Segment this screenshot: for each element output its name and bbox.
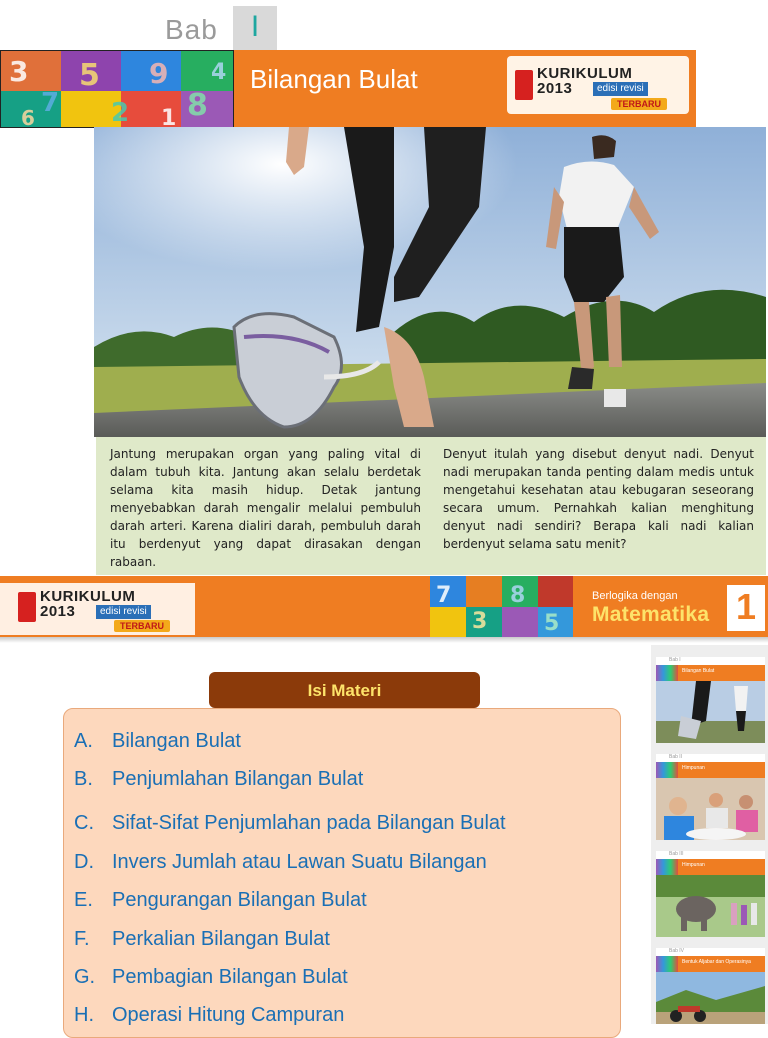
toc-item-letter: F. xyxy=(74,928,90,950)
page-thumbnail[interactable] xyxy=(656,948,765,1024)
logo-terbaru: TERBARU xyxy=(114,620,170,632)
logo-line1: KURIKULUM xyxy=(537,65,633,82)
svg-text:5: 5 xyxy=(79,58,100,93)
toc-item[interactable] xyxy=(74,966,348,989)
logo-line2: 2013 xyxy=(40,603,76,620)
svg-text:7: 7 xyxy=(41,88,60,118)
strip-shadow xyxy=(0,637,768,643)
svg-text:2: 2 xyxy=(111,98,130,128)
thumbnail-image xyxy=(656,875,765,937)
svg-text:7: 7 xyxy=(436,583,452,608)
thumbnail-bab: Bab III xyxy=(669,851,684,857)
chapter-title: Bilangan Bulat xyxy=(250,64,418,94)
intro-paragraph-1: Jantung merupakan organ yang paling vital di dalam tubuh kita. Jantung akan selalu berdetak selama kita masih hidup. Detak jantung menyebabkan darah mengalir melalui pembuluh darah arteri. Karena dialiri darah, pembuluh darah itu berdenyut yang dapat dirasakan dengan rabaan. xyxy=(110,447,421,569)
logo-terbaru: TERBARU xyxy=(611,98,667,110)
thumbnail-mosaic xyxy=(656,665,678,681)
bab-number: I xyxy=(250,10,260,43)
bab-label: Bab xyxy=(165,14,218,45)
volume-number: 1 xyxy=(735,586,757,627)
svg-text:3: 3 xyxy=(9,55,29,88)
page-thumbnail[interactable] xyxy=(656,851,765,937)
toc-item-label: Pembagian Bilangan Bulat xyxy=(112,966,348,988)
book-subtitle: Berlogika dengan xyxy=(592,590,678,602)
svg-text:5: 5 xyxy=(544,611,560,636)
svg-text:8: 8 xyxy=(510,583,526,608)
toc-item-letter: G. xyxy=(74,966,96,988)
toc-item[interactable] xyxy=(74,768,363,791)
thumbnail-mosaic xyxy=(656,956,678,972)
toc-item-label: Penjumlahan Bilangan Bulat xyxy=(112,768,364,790)
thumbnail-label: Himpunan xyxy=(682,765,705,771)
thumbnail-mosaic xyxy=(656,762,678,778)
page-thumbnail[interactable] xyxy=(656,754,765,840)
toc-item-letter: B. xyxy=(74,768,93,790)
toc-item-label: Pengurangan Bilangan Bulat xyxy=(112,889,367,911)
toc-item-label: Operasi Hitung Campuran xyxy=(112,1004,345,1026)
thumbnail-bab: Bab II xyxy=(669,754,683,760)
book-title: Matematika xyxy=(592,603,710,626)
thumbnail-image xyxy=(656,778,765,840)
logo-line1: KURIKULUM xyxy=(40,588,136,605)
thumbnail-image xyxy=(656,972,765,1024)
svg-text:1: 1 xyxy=(161,106,177,128)
svg-text:8: 8 xyxy=(187,88,208,123)
logo-edisi: edisi revisi xyxy=(593,82,648,96)
svg-text:9: 9 xyxy=(149,57,169,90)
toc-title: Isi Materi xyxy=(307,681,382,700)
thumbnail-bab: Bab IV xyxy=(669,948,685,954)
toc-item-letter: H. xyxy=(74,1004,94,1026)
kurikulum-logo xyxy=(507,56,689,114)
kurikulum-logo-bottom xyxy=(10,584,192,634)
book-icon xyxy=(515,70,533,100)
toc-item[interactable] xyxy=(74,889,367,912)
toc-item-letter: A. xyxy=(74,730,93,752)
thumbnail-label: Himpunan xyxy=(682,862,705,868)
toc-item[interactable] xyxy=(74,730,241,753)
toc-item-label: Perkalian Bilangan Bulat xyxy=(112,928,330,950)
toc-item-label: Bilangan Bulat xyxy=(112,730,241,752)
book-icon xyxy=(18,592,36,622)
toc-item[interactable] xyxy=(74,928,330,951)
intro-paragraph-2: Denyut itulah yang disebut denyut nadi. Denyut nadi merupakan tanda penting dalam medis untuk mengetahui kesehatan atau kebugaran seseorang secara umum. Pernahkah kalian menghitung denyut nadi sendiri? Berapa kali nadi kalian berdenyut selama satu menit? xyxy=(443,447,754,551)
thumbnail-mosaic xyxy=(656,859,678,875)
number-mosaic-image xyxy=(0,50,234,128)
toc-item-letter: E. xyxy=(74,889,93,911)
toc-item-letter: D. xyxy=(74,851,94,873)
number-mosaic-image xyxy=(430,576,573,638)
thumbnail-label: Bentuk Aljabar dan Operasinya xyxy=(682,959,751,965)
toc-item[interactable] xyxy=(74,812,506,835)
svg-text:6: 6 xyxy=(21,106,35,128)
thumbnail-label: Bilangan Bulat xyxy=(682,668,715,674)
runners-photo xyxy=(94,127,766,437)
toc-item-label: Invers Jumlah atau Lawan Suatu Bilangan xyxy=(112,851,487,873)
svg-text:4: 4 xyxy=(211,60,227,85)
toc-item-letter: C. xyxy=(74,812,94,834)
toc-item[interactable] xyxy=(74,851,487,874)
toc-item-label: Sifat-Sifat Penjumlahan pada Bilangan Bulat xyxy=(112,812,506,834)
thumbnail-image xyxy=(656,681,765,743)
svg-text:3: 3 xyxy=(472,609,488,634)
logo-edisi: edisi revisi xyxy=(96,605,151,619)
logo-line2: 2013 xyxy=(537,80,573,97)
page-thumbnail[interactable] xyxy=(656,657,765,743)
thumbnail-bab: Bab I xyxy=(669,657,681,663)
